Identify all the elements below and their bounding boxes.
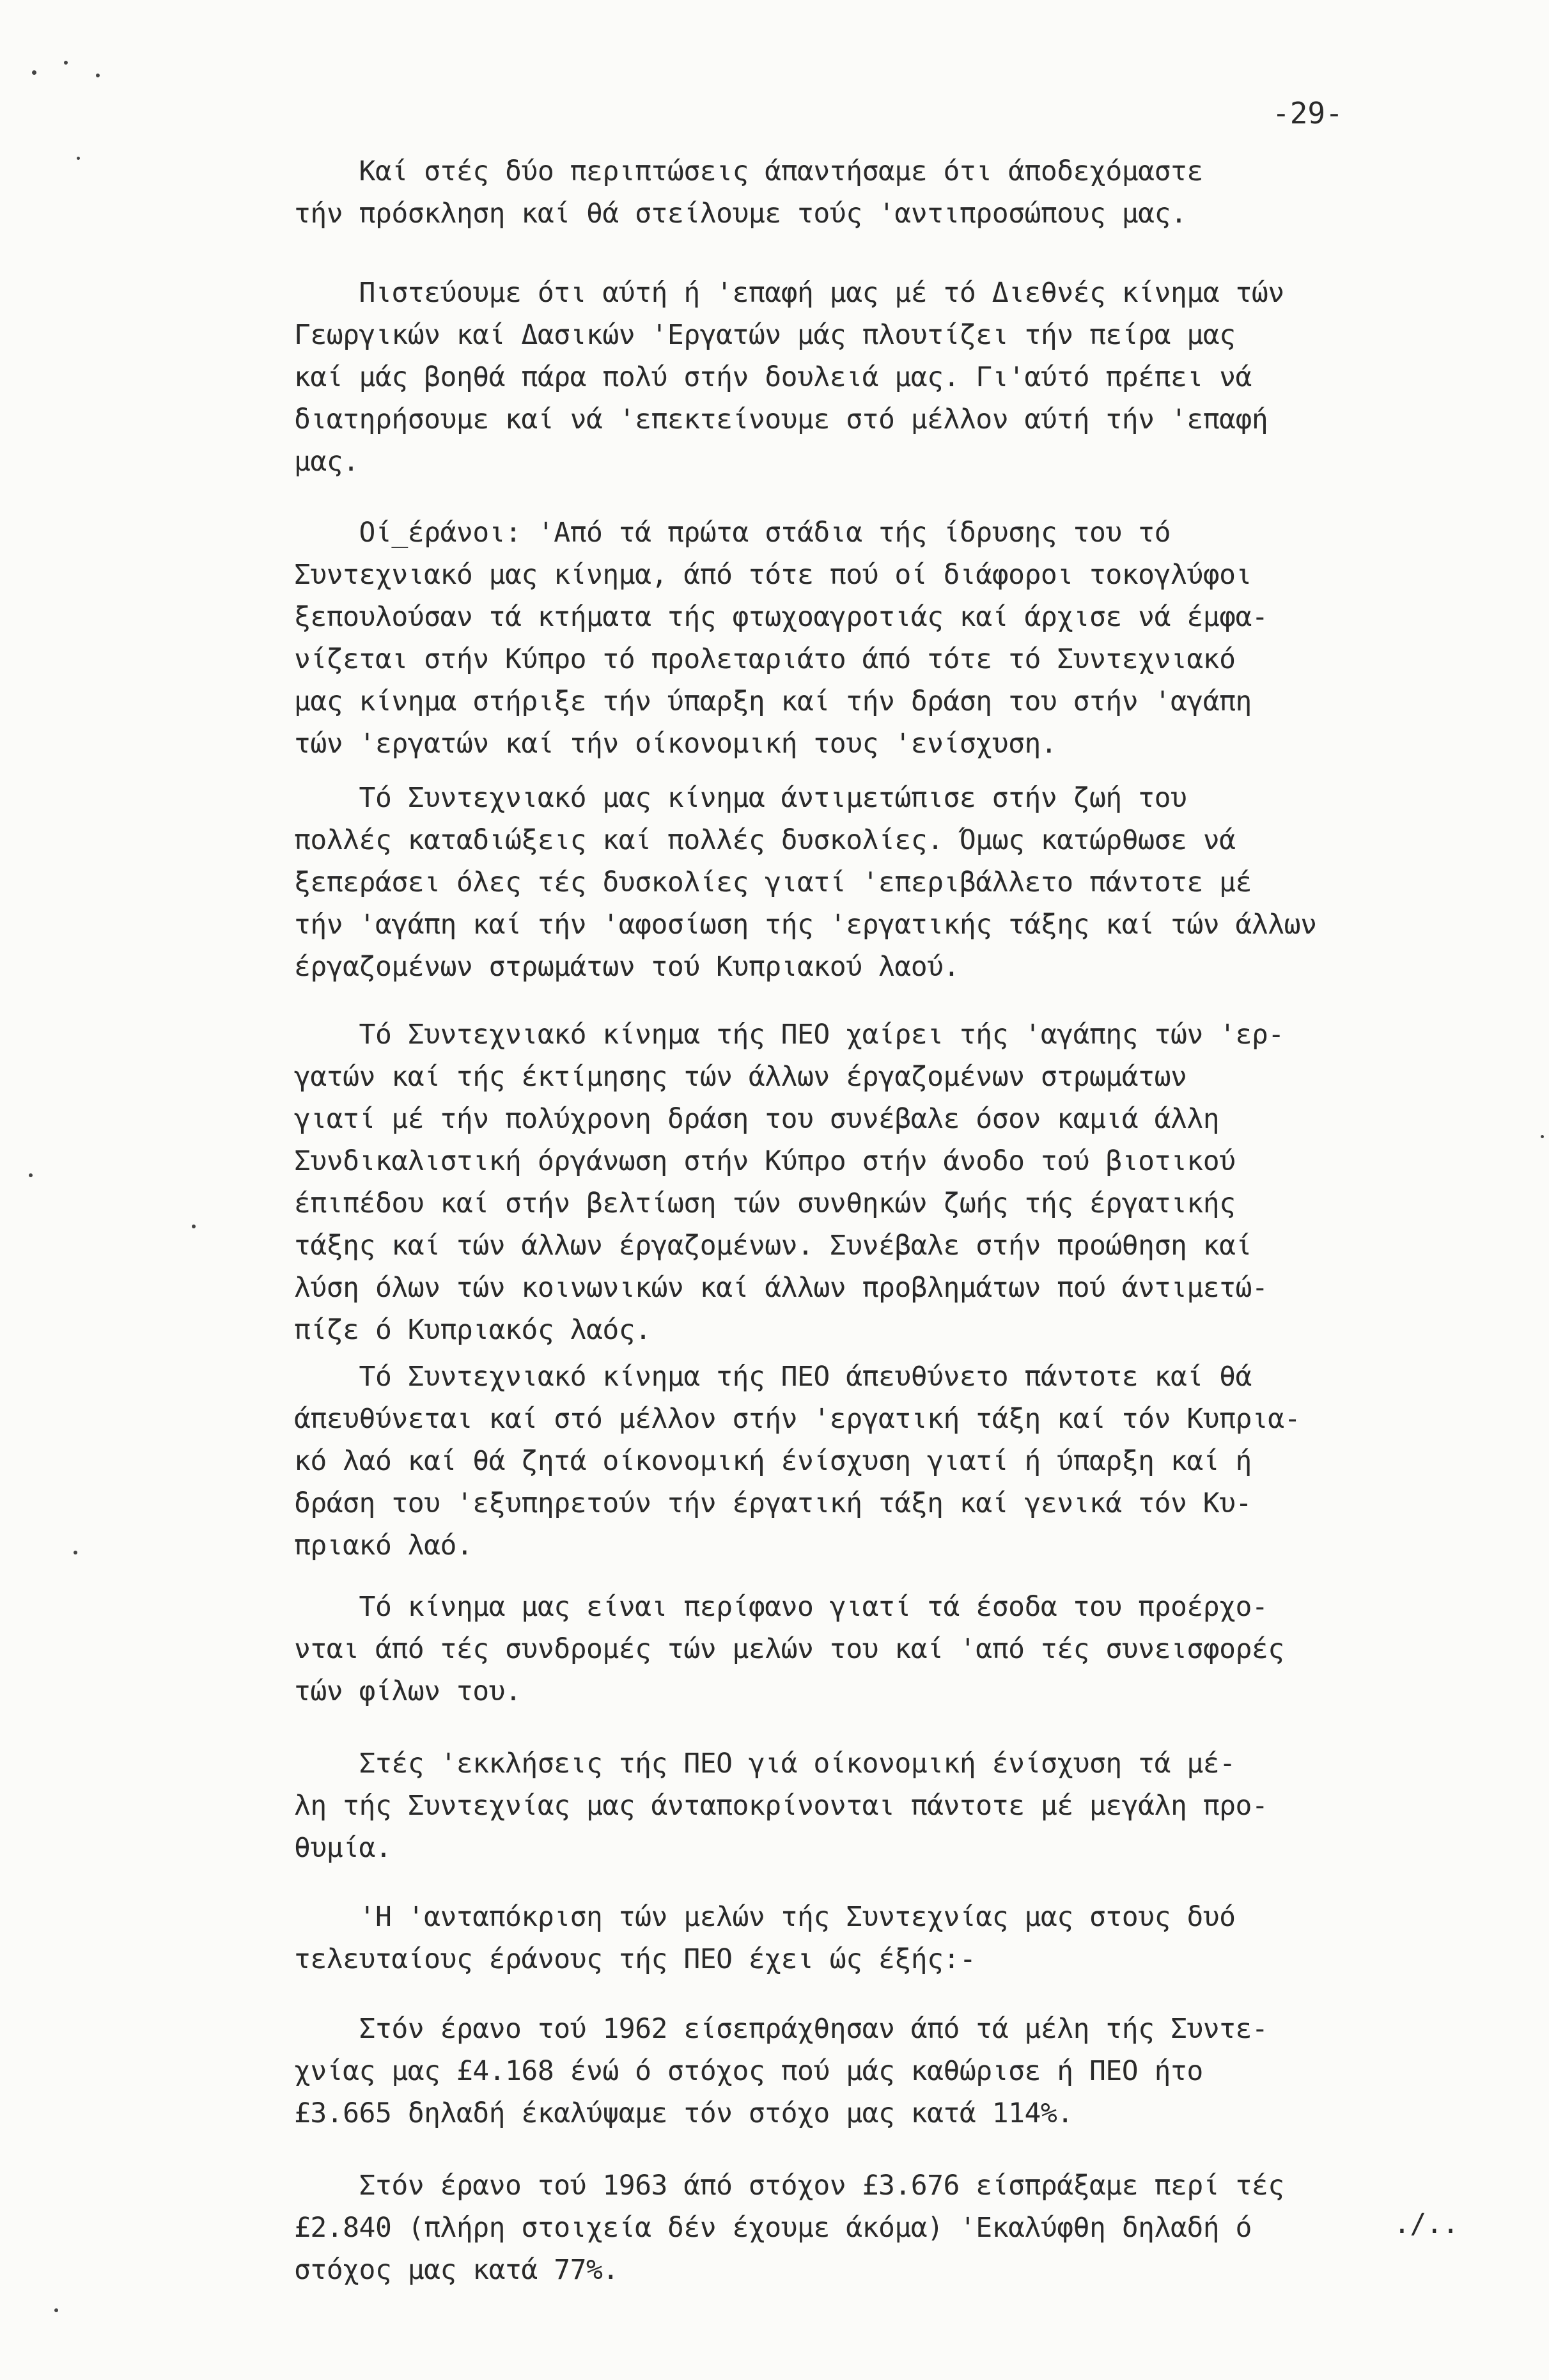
continuation-mark: ./.. (1394, 2208, 1459, 2240)
text-line: πολλές καταδιώξεις καί πολλές δυσκολίες. Όμως κατώρθωσε νά (294, 824, 1236, 856)
scan-speck (96, 74, 100, 77)
text-line: καί μάς βοηθά πάρα πολύ στήν δουλειά μας. Γι'αύτό πρέπει νά (294, 361, 1252, 393)
text-line: Τό κίνημα μας είναι περίφανο γιατί τά έσοδα του προέρχο- (294, 1591, 1268, 1623)
text-line: άπευθύνεται καί στό μέλλον στήν 'εργατική τάξη καί τόν Κυπρια- (294, 1403, 1301, 1435)
text-line: £2.840 (πλήρη στοιχεία δέν έχουμε άκόμα) 'Εκαλύφθη δηλαδή ό (294, 2212, 1252, 2244)
paragraph (294, 1014, 1547, 1351)
text-line: λη τής Συντεχνίας μας άνταποκρίνονται πάντοτε μέ μεγάλη προ- (294, 1790, 1268, 1822)
text-line: Τό Συντεχνιακό κίνημα τής ΠΕΟ χαίρει τής 'αγάπης τών 'ερ- (294, 1019, 1284, 1051)
text-line: πίζε ό Κυπριακός λαός. (294, 1314, 651, 1346)
text-line: κό λαό καί θά ζητά οίκονομική ένίσχυση γιατί ή ύπαρξη καί ή (294, 1445, 1252, 1477)
text-line: £3.665 δηλαδή έκαλύψαμε τόν στόχο μας κατά 114%. (294, 2097, 1073, 2129)
text-line: τάξης καί τών άλλων έργαζομένων. Συνέβαλε στήν προώθηση καί (294, 1230, 1252, 1262)
text-line: θυμία. (294, 1832, 392, 1864)
text-line: διατηρήσουμε καί νά 'επεκτείνουμε στό μέλλον αύτή τήν 'επαφή (294, 403, 1268, 435)
text-line: Τό Συντεχνιακό μας κίνημα άντιμετώπισε στήν ζωή του (294, 782, 1187, 814)
text-line: Στόν έρανο τού 1962 είσεπράχθησαν άπό τά μέλη τής Συντε- (294, 2013, 1268, 2045)
text-line: Στόν έρανο τού 1963 άπό στόχον £3.676 είσπράξαμε περί τές (294, 2170, 1284, 2202)
scan-speck (64, 61, 68, 65)
scan-speck (192, 1225, 196, 1228)
text-line: Συντεχνιακό μας κίνημα, άπό τότε πού οί διάφοροι τοκογλύφοι (294, 559, 1252, 591)
text-line: μας. (294, 446, 359, 478)
text-line: τήν 'αγάπη καί τήν 'αφοσίωση τής 'εργατικής τάξης καί τών άλλων (294, 909, 1317, 941)
text-line: Τό Συντεχνιακό κίνημα τής ΠΕΟ άπευθύνετο πάντοτε καί θά (294, 1361, 1252, 1393)
paragraph (294, 777, 1547, 988)
paragraph (294, 1586, 1547, 1712)
text-line: δράση του 'εξυπηρετούν τήν έργατική τάξη καί γενικά τόν Κυ- (294, 1487, 1252, 1519)
paragraph (294, 1356, 1547, 1567)
text-line: 'Η 'ανταπόκριση τών μελών τής Συντεχνίας μας στους δυό (294, 1901, 1236, 1933)
text-line: έπιπέδου καί στήν βελτίωση τών συνθηκών ζωής τής έργατικής (294, 1187, 1236, 1219)
text-line: Συνδικαλιστική όργάνωση στήν Κύπρο στήν άνοδο τού βιοτικού (294, 1145, 1236, 1177)
paragraph (294, 2008, 1547, 2134)
paragraph (294, 1742, 1547, 1869)
text-line: τών φίλων του. (294, 1675, 522, 1707)
paragraph (294, 150, 1547, 235)
text-line: νίζεται στήν Κύπρο τό προλεταριάτο άπό τότε τό Συντεχνιακό (294, 643, 1236, 675)
text-line: γατών καί τής έκτίμησης τών άλλων έργαζομένων στρωμάτων (294, 1061, 1187, 1093)
scan-speck (1541, 1135, 1544, 1138)
scan-speck (32, 70, 36, 75)
text-line: νται άπό τές συνδρομές τών μελών του καί 'από τές συνεισφορές (294, 1633, 1284, 1665)
text-line: μας κίνημα στήριξε τήν ύπαρξη καί τήν δράση του στήν 'αγάπη (294, 685, 1252, 717)
text-line: γιατί μέ τήν πολύχρονη δράση του συνέβαλε όσον καμιά άλλη (294, 1103, 1220, 1135)
text-line: χνίας μας £4.168 ένώ ό στόχος πού μάς καθώρισε ή ΠΕΟ ήτο (294, 2055, 1203, 2087)
text-line: ξεπουλούσαν τά κτήματα τής φτωχοαγροτιάς καί άρχισε νά έμφα- (294, 601, 1268, 633)
scan-speck (74, 1551, 77, 1554)
text-line: Οί_έράνοι: 'Από τά πρώτα στάδια τής ίδρυσης του τό (294, 517, 1171, 549)
page-number: -29- (1272, 96, 1343, 130)
paragraph (294, 2165, 1547, 2291)
text-line: Στές 'εκκλήσεις τής ΠΕΟ γιά οίκονομική ένίσχυση τά μέ- (294, 1748, 1236, 1780)
scan-speck (77, 157, 80, 160)
text-line: στόχος μας κατά 77%. (294, 2254, 619, 2286)
text-line: ξεπεράσει όλες τές δυσκολίες γιατί 'επεριβάλλετο πάντοτε μέ (294, 866, 1252, 898)
text-line: Καί στές δύο περιπτώσεις άπαντήσαμε ότι άποδεχόμαστε (294, 155, 1203, 187)
paragraph (294, 272, 1547, 483)
paragraph (294, 512, 1547, 765)
paragraph (294, 1896, 1547, 1980)
scan-speck (29, 1173, 33, 1177)
text-line: τελευταίους έράνους τής ΠΕΟ έχει ώς έξής:- (294, 1943, 976, 1975)
text-line: τήν πρόσκληση καί θά στείλουμε τούς 'αντιπροσώπους μας. (294, 198, 1187, 230)
text-line: Πιστεύουμε ότι αύτή ή 'επαφή μας μέ τό Διεθνές κίνημα τών (294, 277, 1284, 309)
text-line: λύση όλων τών κοινωνικών καί άλλων προβλημάτων πού άντιμετώ- (294, 1272, 1268, 1304)
text-line: έργαζομένων στρωμάτων τού Κυπριακού λαού. (294, 951, 960, 983)
scan-speck (54, 2308, 58, 2312)
text-line: πριακό λαό. (294, 1530, 473, 1562)
text-line: τών 'εργατών καί τήν οίκονομική τους 'ενίσχυση. (294, 728, 1057, 760)
text-line: Γεωργικών καί Δασικών 'Εργατών μάς πλουτίζει τήν πείρα μας (294, 319, 1236, 351)
